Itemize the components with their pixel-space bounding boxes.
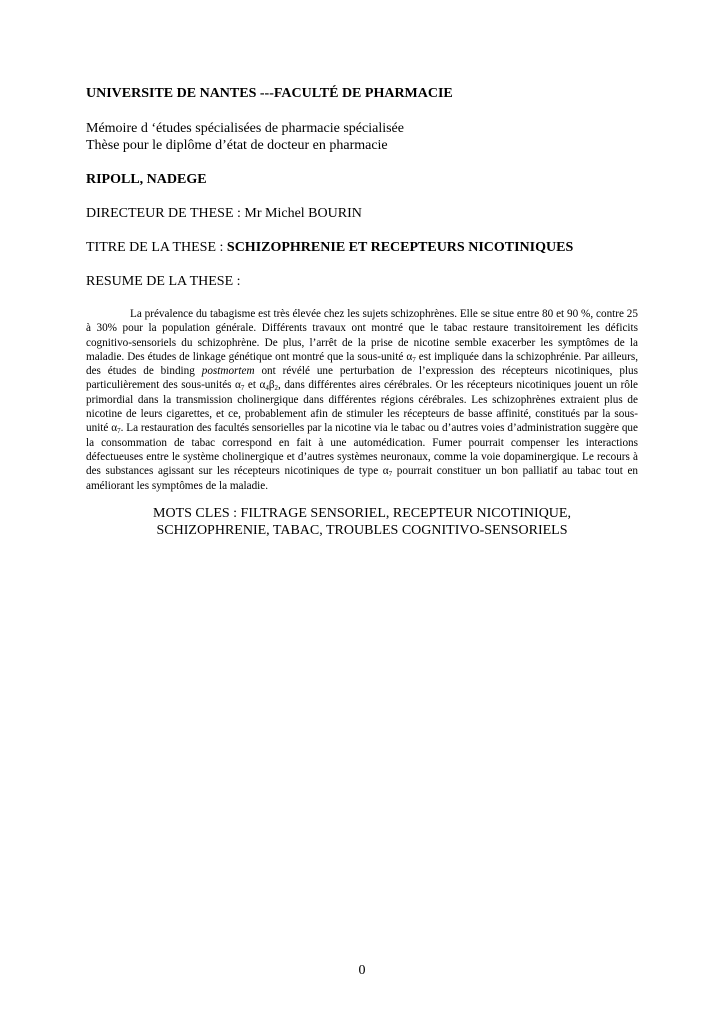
beta-symbol: β xyxy=(268,379,275,392)
director-label: DIRECTEUR DE THESE : xyxy=(86,206,245,221)
subscript-7: 7 xyxy=(240,384,245,393)
postmortem-italic: postmortem xyxy=(201,365,255,378)
memoire-line: Mémoire d ‘études spécialisées de pharmacie spécialisée xyxy=(86,121,404,136)
keywords-line-1: MOTS CLES : FILTRAGE SENSORIEL, RECEPTEUR NICOTINIQUE, xyxy=(153,505,571,521)
abstract-text: La prévalence du tabagisme est très élevée chez les sujets schizophrènes. Elle se situe entre 80 et 90 %, contre 25 à 30% pour la population générale. Différents travaux ont montré que le tabac restaure transitoirement les déficits cognitivo-sensoriels du schizophrène. De plus, l’arrêt de la prise de nicotine semble exacerber les symptômes de la maladie. Des études de linkage génétique ont montré que la sous-unité xyxy=(86,308,638,363)
abstract-text: , dans différentes aires cérébrales. Or les récepteurs nicotiniques jouent un rôle primordial dans la transmission cholinergique dans différentes régions cérébrales. Les schizophrènes extraient plus de nicotine de leurs cigarettes, et ce, probablement afin de stimuler les récepteurs de basse affinité, constitués par la sous-unité xyxy=(86,379,639,435)
alpha-symbol: α xyxy=(259,379,266,392)
abstract-text: . La restauration des facultés sensorielles par la nicotine via le tabac ou d’autres voies d’administration suggère que la consommation de tabac correspond en fait à une automédication. Fumer pourrait compenser les interactions défectueuses entre le système cholinergique et d’autres systèmes neuronaux, comme la voie dopaminergique. Le recours à des substances agissant sur les récepteurs nicotiniques de type xyxy=(86,422,638,478)
page-number: 0 xyxy=(358,963,366,978)
document-page xyxy=(86,85,642,539)
subscript-4: 4 xyxy=(265,384,269,393)
resume-label: RESUME DE LA THESE : xyxy=(86,274,241,289)
alpha-symbol: α xyxy=(382,465,389,478)
abstract-text: pourrait constituer un bon palliatif au tabac tout en améliorant les symptômes de la maladie. xyxy=(86,465,638,492)
thesis-title-label: TITRE DE LA THESE : xyxy=(86,240,227,255)
abstract-text: et xyxy=(244,379,260,392)
keywords-line-2: SCHIZOPHRENIE, TABAC, TROUBLES COGNITIVO-SENSORIELS xyxy=(156,522,568,538)
thesis-title-line xyxy=(86,239,642,256)
abstract-paragraph xyxy=(86,307,638,493)
keywords-block xyxy=(86,505,638,539)
director-line xyxy=(86,205,642,222)
these-diplome-line: Thèse pour le diplôme d’état de docteur en pharmacie xyxy=(86,138,388,153)
alpha-symbol: α xyxy=(406,350,413,363)
alpha-symbol: α xyxy=(235,379,241,392)
abstract-text: ont révélé une perturbation de l’expression des récepteurs nicotiniques, plus particulièrement des sous-unités xyxy=(86,365,638,392)
university-heading: UNIVERSITE DE NANTES ---FACULTÉ DE PHARMACIE xyxy=(86,86,453,101)
subscript-7: 7 xyxy=(412,355,416,364)
subscript-7: 7 xyxy=(388,470,393,479)
subscript-2: 2 xyxy=(274,384,279,393)
thesis-title: SCHIZOPHRENIE ET RECEPTEURS NICOTINIQUES xyxy=(226,240,574,255)
director-name: Mr Michel BOURIN xyxy=(244,206,362,221)
alpha-symbol: α xyxy=(111,422,118,435)
author-name: RIPOLL, NADEGE xyxy=(86,172,207,187)
abstract-text: est impliquée dans la schizophrénie. Par ailleurs, des études de binding xyxy=(86,350,638,378)
subscript-7: 7 xyxy=(117,427,121,436)
